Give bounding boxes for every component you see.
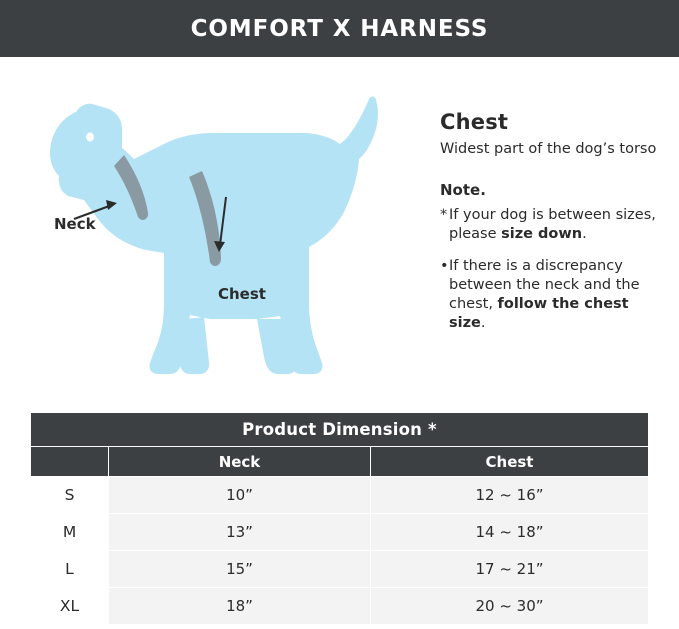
row-size-m: M [31, 514, 109, 551]
table-row [31, 477, 649, 514]
row-neck-l: 15” [109, 551, 371, 588]
table-header-row [31, 447, 649, 477]
dog-eye [86, 133, 94, 142]
header-bar [0, 0, 679, 57]
note-1-text-a: If your dog is between sizes, please [449, 207, 656, 242]
table-header-size [31, 447, 109, 477]
table-header-neck: Neck [109, 447, 371, 477]
row-neck-m: 13” [109, 514, 371, 551]
chest-heading: Chest [440, 110, 509, 134]
product-dimension-table [30, 412, 649, 625]
note-heading: Note. [440, 181, 486, 199]
row-chest-xl: 20 ~ 30” [371, 588, 649, 625]
row-chest-l: 17 ~ 21” [371, 551, 649, 588]
note-1-text-b: . [582, 226, 587, 242]
row-size-xl: XL [31, 588, 109, 625]
note-2-text-a: If there is a discrepancy between the neck and the chest, [449, 258, 640, 312]
row-size-s: S [31, 477, 109, 514]
row-neck-xl: 18” [109, 588, 371, 625]
note-2-bold: follow the chest size [449, 296, 629, 331]
note-item-2 [440, 257, 668, 333]
note-2-text-b: . [480, 315, 486, 331]
note-item-1 [440, 206, 668, 244]
table-row [31, 551, 649, 588]
chest-description: Widest part of the dog’s torso [440, 141, 657, 157]
info-column [440, 110, 668, 346]
table-header-chest: Chest [371, 447, 649, 477]
chest-callout-label: Chest [218, 285, 266, 303]
table-title-row [31, 413, 649, 447]
dog-illustration [0, 57, 420, 405]
note-2-marker: • [440, 258, 449, 274]
note-1-marker: * [440, 207, 448, 223]
row-neck-s: 10” [109, 477, 371, 514]
note-1-bold: size down [501, 226, 583, 242]
row-chest-m: 14 ~ 18” [371, 514, 649, 551]
table-row [31, 588, 649, 625]
row-size-l: L [31, 551, 109, 588]
table-title: Product Dimension * [31, 413, 649, 447]
row-chest-s: 12 ~ 16” [371, 477, 649, 514]
table-row [31, 514, 649, 551]
page-title: COMFORT X HARNESS [190, 15, 489, 42]
neck-callout-label: Neck [54, 215, 96, 233]
